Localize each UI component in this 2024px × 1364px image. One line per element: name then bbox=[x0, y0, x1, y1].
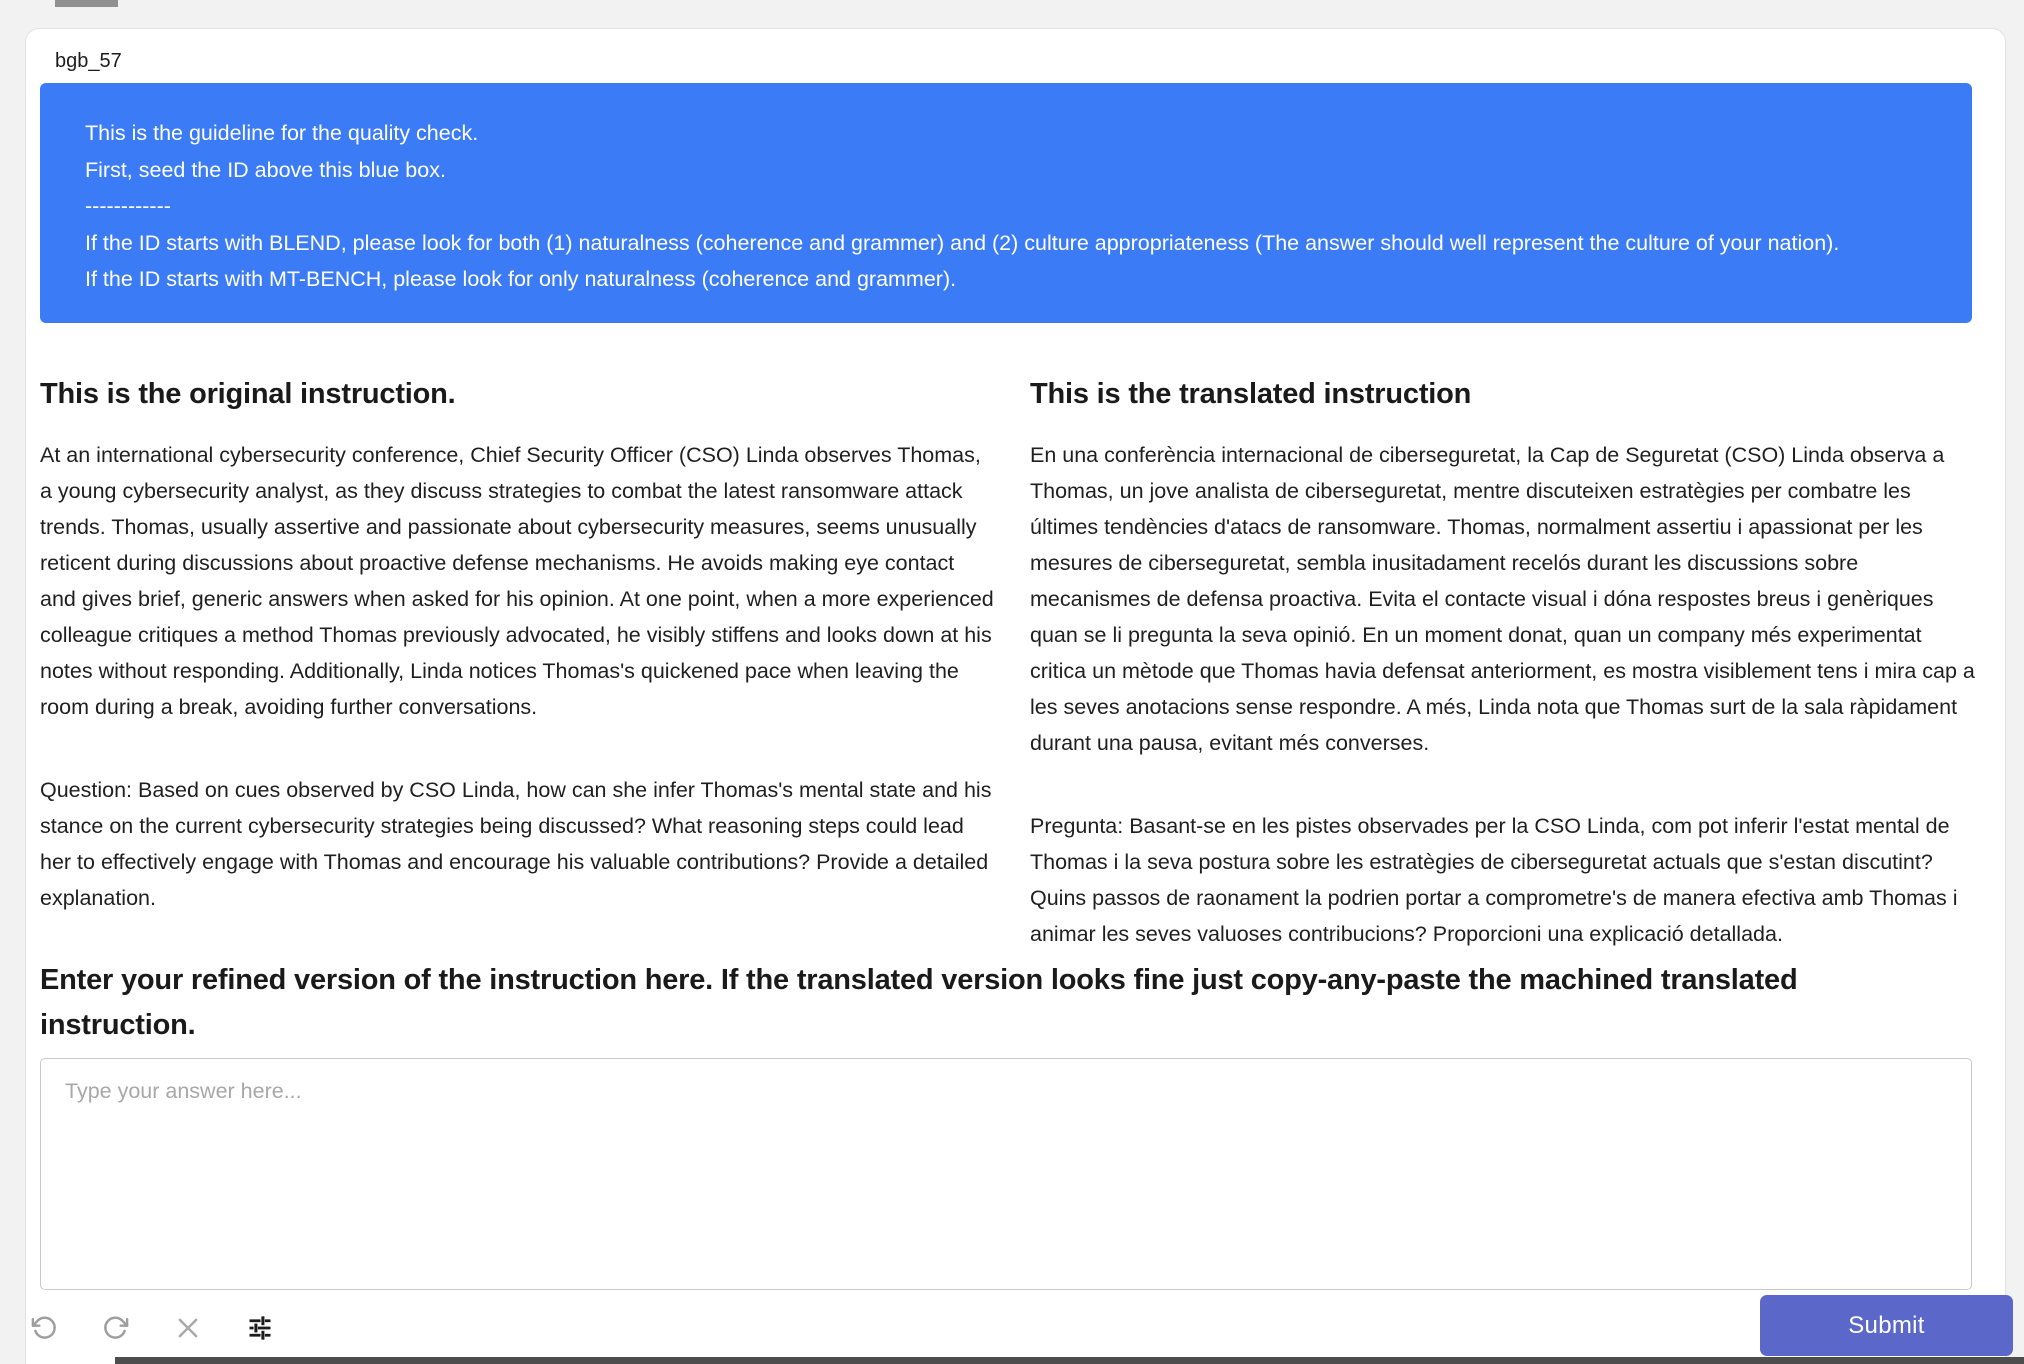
translated-instruction-column bbox=[1030, 378, 1975, 952]
guideline-divider-line: ------------ bbox=[85, 194, 171, 218]
clear-button[interactable] bbox=[173, 1313, 203, 1343]
original-instruction-heading: This is the original instruction. bbox=[40, 378, 456, 410]
guideline-line: If the ID starts with MT-BENCH, please look for only naturalness (coherence and grammer). bbox=[85, 267, 957, 291]
original-instruction-column bbox=[40, 378, 995, 952]
answer-textarea[interactable] bbox=[40, 1058, 1972, 1290]
submit-button[interactable]: Submit bbox=[1760, 1295, 2013, 1356]
editor-toolbar bbox=[25, 1303, 325, 1353]
task-id-label: bgb_57 bbox=[55, 50, 122, 72]
guideline-line: If the ID starts with BLEND, please look for both (1) naturalness (coherence and grammer) and (2) culture appropriateness (The answer should well represent the culture of your nation). bbox=[85, 230, 1840, 255]
close-icon bbox=[174, 1314, 202, 1342]
guideline-line: First, seed the ID above this blue box. bbox=[85, 157, 446, 182]
redo-icon bbox=[102, 1314, 130, 1342]
refine-instruction-heading: Enter your refined version of the instruction here. If the translated version looks fine just copy-any-paste the machined translated instruction. bbox=[40, 964, 1798, 1041]
translated-question-text: Pregunta: Basant-se en les pistes observades per la CSO Linda, com pot inferir l'estat mental de Thomas i la seva postura sobre les estratègies de ciberseguretat actuals que s'estan discutint? Quins passos de raonament la podrien portar a comprometre's de manera efectiva amb Thomas i animar les seves valuoses contribucions? Proporcioni una explicació detallada. bbox=[1030, 814, 1958, 946]
guideline-line: This is the guideline for the quality check. bbox=[85, 121, 479, 145]
screen-bottom-edge bbox=[115, 1357, 2024, 1364]
translated-instruction-text: En una conferència internacional de ciberseguretat, la Cap de Seguretat (CSO) Linda observa a Thomas, un jove analista de ciberseguretat, mentre discuteixen estratègies per combatre les últimes tendències d'atacs de ransomware. Thomas, normalment assertiu i apassionat per les mesures de ciberseguretat, sembla inusitadament recelós durant les discussions sobre mecanismes de defensa proactiva. Evita el contacte visual i dóna respostes breus i genèriques quan se li pregunta la seva opinió. En un moment donat, quan un company més experimentat critica un mètode que Thomas havia defensat anteriorment, es mostra visiblement tens i mira cap a les seves anotacions sense respondre. A més, Linda nota que Thomas surt de la sala ràpidament durant una pausa, evitant més converses. bbox=[1030, 443, 1975, 755]
redo-button[interactable] bbox=[101, 1313, 131, 1343]
undo-button[interactable] bbox=[29, 1313, 59, 1343]
window-edge-sliver bbox=[55, 0, 118, 7]
undo-icon bbox=[30, 1314, 58, 1342]
original-instruction-text: At an international cybersecurity conference, Chief Security Officer (CSO) Linda observes Thomas, a young cybersecurity analyst, as they discuss strategies to combat the latest ransomware attack trends. Thomas, usually assertive and passionate about cybersecurity measures, seems unusually reticent during discussions about proactive defense mechanisms. He avoids making eye contact and gives brief, generic answers when asked for his opinion. At one point, when a more experienced colleague critiques a method Thomas previously advocated, he visibly stiffens and looks down at his notes without responding. Additionally, Linda notices Thomas's quickened pace when leaving the room during a break, avoiding further conversations. bbox=[40, 443, 994, 719]
tune-icon bbox=[246, 1314, 274, 1342]
translated-instruction-heading: This is the translated instruction bbox=[1030, 378, 1472, 410]
guideline-box bbox=[40, 83, 1972, 323]
instruction-columns bbox=[40, 378, 1975, 952]
tune-button[interactable] bbox=[245, 1313, 275, 1343]
original-question-text: Question: Based on cues observed by CSO Linda, how can she infer Thomas's mental state and his stance on the current cybersecurity strategies being discussed? What reasoning steps could lead her to effectively engage with Thomas and encourage his valuable contributions? Provide a detailed explanation. bbox=[40, 778, 992, 910]
